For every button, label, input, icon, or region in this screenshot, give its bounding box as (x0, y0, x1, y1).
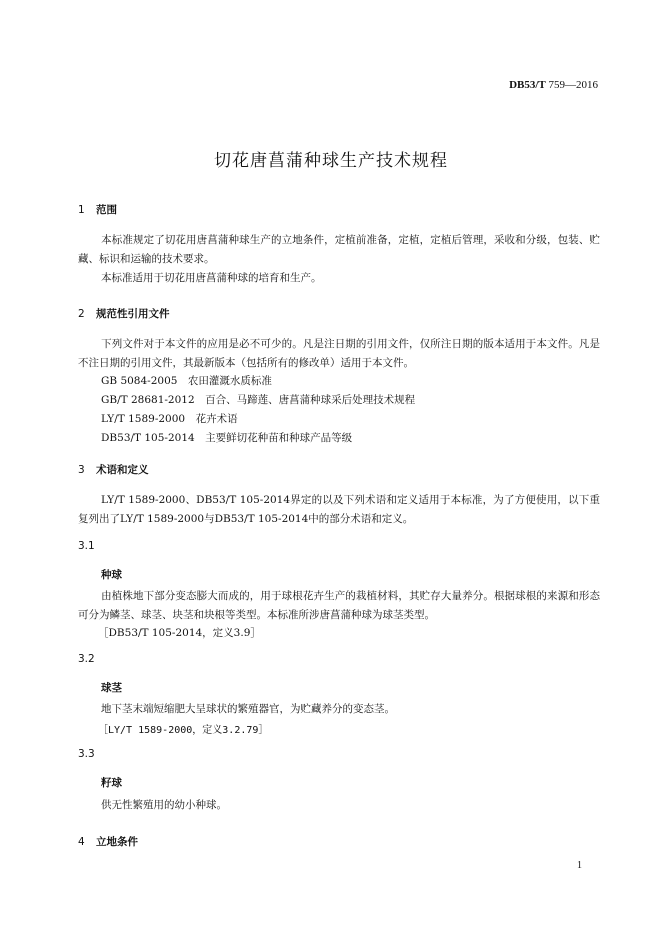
section-2-heading (78, 306, 170, 321)
section-1-paragraph-1 (78, 231, 600, 269)
section-4-heading (78, 834, 138, 849)
section-2-paragraph-1 (78, 335, 600, 373)
paragraph-text: 下列文件对于本文件的应用是必不可少的。凡是注日期的引用文件，仅所注日期的版本适用于本文件。凡是不注日期的引用文件，其最新版本（包括所有的修改单）适用于本文件。 (78, 338, 600, 369)
term-source: ［LY/T 1589-2000，定义3.2.79］ (98, 725, 269, 736)
standard-code-number: 759—2016 (545, 79, 598, 91)
section-title: 范围 (96, 204, 117, 216)
term-source: ［DB53/T 105-2014，定义3.9］ (98, 627, 261, 639)
section-1-paragraph-2 (78, 269, 600, 288)
term-definition: 地下茎末端短缩肥大呈球状的繁殖器官，为贮藏养分的变态茎。 (101, 703, 395, 715)
term-definition: 供无性繁殖用的幼小种球。 (101, 799, 227, 811)
reference-item: DB53/T 105-2014 主要鲜切花种苗和种球产品等级 (101, 432, 353, 444)
paragraph-text: LY/T 1589-2000、DB53/T 105-2014界定的以及下列术语和定义适用于本标准，为了方便使用，以下重复列出了LY/T 1589-2000与DB53/T 105-2014中的部分术语和定义。 (78, 494, 600, 525)
paragraph-text: 本标准适用于切花用唐菖蒲种球的培育和生产。 (101, 272, 322, 284)
term-number: 3.2 (78, 653, 95, 665)
term-title: 籽球 (101, 777, 122, 789)
reference-item: GB 5084-2005 农田灌溉水质标准 (101, 375, 272, 387)
term-definition (78, 587, 600, 625)
section-number: 2 (78, 308, 85, 320)
term-number: 3.3 (78, 748, 95, 760)
paragraph-text: 本标准规定了切花用唐菖蒲种球生产的立地条件，定植前准备，定植，定植后管理，采收和分级，包装、贮藏、标识和运输的技术要求。 (78, 234, 600, 265)
section-number: 3 (78, 464, 85, 476)
term-title: 球茎 (101, 682, 122, 694)
paragraph-text: 由植株地下部分变态膨大而成的，用于球根花卉生产的栽植材料，其贮存大量养分。根据球根的来源和形态可分为鳞茎、球茎、块茎和块根等类型。本标准所涉唐菖蒲种球为球茎类型。 (78, 590, 600, 621)
document-title: 切花唐菖蒲种球生产技术规程 (214, 151, 448, 171)
standard-code (509, 79, 598, 91)
term-title: 种球 (101, 569, 122, 581)
section-title: 立地条件 (96, 836, 138, 848)
section-title: 规范性引用文件 (96, 308, 170, 320)
reference-item: LY/T 1589-2000 花卉术语 (101, 413, 238, 425)
section-number: 4 (78, 836, 85, 848)
section-3-heading (78, 462, 149, 477)
section-1-heading (78, 202, 117, 217)
section-3-paragraph-1 (78, 491, 600, 529)
page-number: 1 (577, 860, 582, 871)
reference-item: GB/T 28681-2012 百合、马蹄莲、唐菖蒲种球采后处理技术规程 (101, 394, 416, 406)
term-number: 3.1 (78, 540, 95, 552)
standard-code-prefix: DB53/T (509, 79, 546, 91)
section-number: 1 (78, 204, 85, 216)
section-title: 术语和定义 (96, 464, 149, 476)
